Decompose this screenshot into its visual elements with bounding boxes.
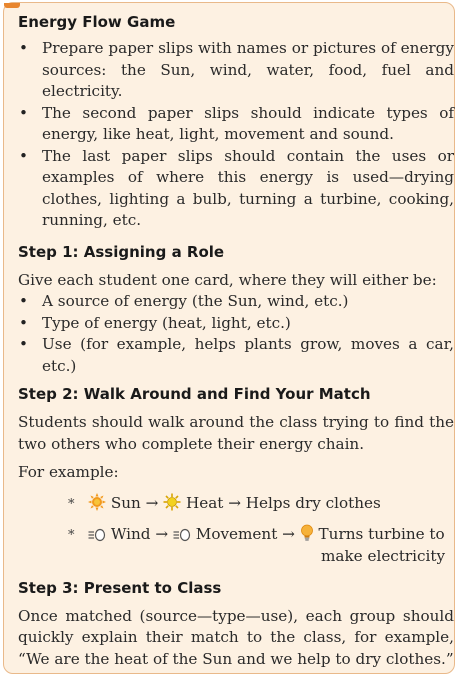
activity-title: Energy Flow Game [18, 13, 176, 31]
example-use: Helps dry clothes [245, 493, 381, 512]
step3-text: Once matched (source—type—use), each group should quickly explain their match to the class, for example, “We are the heat of the Sun and we help to dry clothes.” [18, 606, 454, 668]
example-source: Sun [110, 493, 141, 512]
intro-list [18, 38, 454, 232]
sun-icon [88, 493, 106, 511]
example-source: Wind [110, 524, 151, 543]
example-star: * [68, 527, 75, 543]
list-item: • A source of energy (the Sun, wind, etc.) [18, 291, 454, 313]
example-row-1 [18, 493, 454, 517]
wind-icon [88, 528, 106, 542]
step1-heading: Step 1: Assigning a Role [18, 242, 225, 261]
example-use: Turns turbine to [318, 524, 445, 543]
example-label: For example: [18, 463, 119, 481]
activity-content [18, 12, 454, 670]
step2-text: Students should walk around the class trying to find the two others who complete their energy chain. [18, 413, 454, 453]
step2-heading: Step 2: Walk Around and Find Your Match [18, 385, 371, 403]
example-star: * [68, 496, 75, 512]
bulb-icon [300, 524, 314, 542]
step3-heading: Step 3: Present to Class [18, 578, 222, 597]
example-type: Heat [186, 493, 224, 512]
list-item: • Type of energy (heat, light, etc.) [18, 313, 454, 335]
step1-list [18, 291, 454, 377]
arrow: → [282, 524, 295, 543]
example-use-continued: make electricity [321, 546, 446, 565]
step1-text: Give each student one card, where they will either be: [18, 270, 437, 289]
list-item: • Use (for example, helps plants grow, moves a car, etc.) [18, 334, 454, 377]
list-item: • The last paper slips should contain the uses or examples of where this energy is used—drying clothes, lighting a bulb, turning a turbine, cooking, running, etc. [18, 146, 454, 232]
arrow: → [145, 493, 159, 512]
list-item: • Prepare paper slips with names or pictures of energy sources: the Sun, wind, water, food, fuel and electricity. [18, 38, 454, 103]
activity-box [3, 2, 455, 674]
arrow: → [155, 524, 169, 543]
corner-tab [4, 3, 20, 8]
example-row-2 [18, 524, 454, 568]
arrow: → [228, 493, 241, 512]
example-type: Movement [195, 524, 278, 543]
list-item: • The second paper slips should indicate types of energy, like heat, light, movement and sound. [18, 103, 454, 146]
wind-icon [173, 528, 191, 542]
heat-icon [163, 493, 181, 511]
